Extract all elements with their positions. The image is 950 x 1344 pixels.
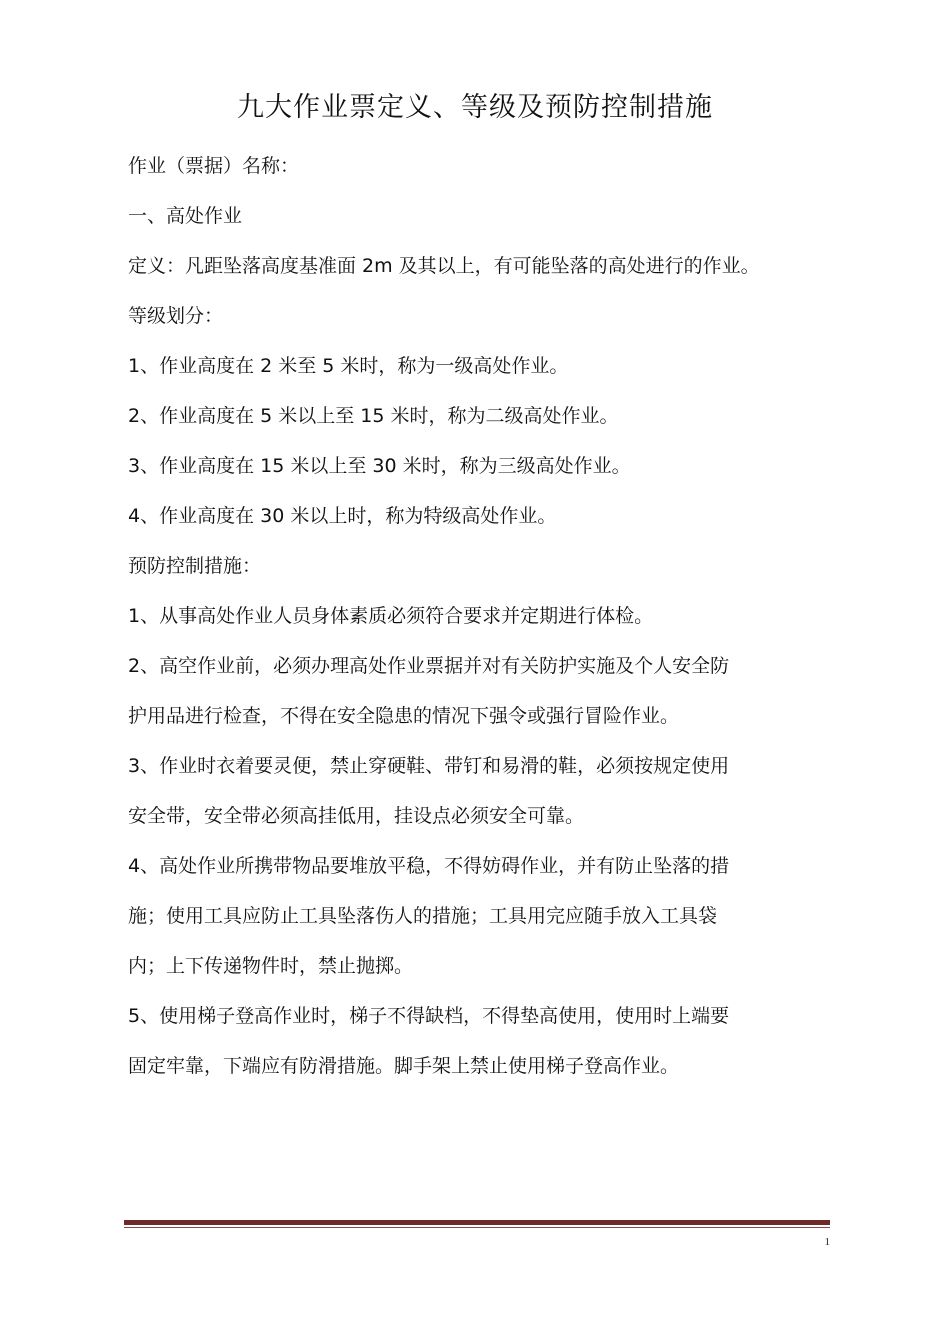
document-title: 九大作业票定义、等级及预防控制措施	[237, 92, 713, 123]
grade-item: 4、作业高度在 30 米以上时，称为特级高处作业。	[128, 505, 557, 527]
measure-item: 1、从事高处作业人员身体素质必须符合要求并定期进行体检。	[128, 605, 654, 627]
grade-item: 2、作业高度在 5 米以上至 15 米时，称为二级高处作业。	[128, 405, 619, 427]
ticket-name-label: 作业（票据）名称：	[128, 155, 300, 177]
measure-item-continued: 施；使用工具应防止工具坠落伤人的措施；工具用完应随手放入工具袋	[128, 905, 718, 927]
document-body	[128, 141, 833, 1091]
measures-heading: 预防控制措施：	[128, 555, 262, 577]
measure-item: 3、作业时衣着要灵便，禁止穿硬鞋、带钉和易滑的鞋，必须按规定使用	[128, 755, 730, 777]
measure-item-continued: 护用品进行检查，不得在安全隐患的情况下强令或强行冒险作业。	[128, 705, 680, 727]
measure-item-continued: 安全带，安全带必须高挂低用，挂设点必须安全可靠。	[128, 805, 585, 827]
measure-item-continued: 固定牢靠，下端应有防滑措施。脚手架上禁止使用梯子登高作业。	[128, 1055, 680, 1077]
grade-heading: 等级划分：	[128, 305, 224, 327]
grade-item: 3、作业高度在 15 米以上至 30 米时，称为三级高处作业。	[128, 455, 631, 477]
grade-item: 1、作业高度在 2 米至 5 米时，称为一级高处作业。	[128, 355, 569, 377]
footer-divider-thin	[124, 1227, 830, 1228]
measure-item: 5、使用梯子登高作业时，梯子不得缺档，不得垫高使用，使用时上端要	[128, 1005, 730, 1027]
footer-divider-thick	[124, 1220, 830, 1225]
measure-item-continued: 内；上下传递物件时，禁止抛掷。	[128, 955, 414, 977]
footer-divider	[124, 1220, 830, 1228]
definition-paragraph: 定义：凡距坠落高度基准面 2m 及其以上，有可能坠落的高处进行的作业。	[128, 255, 760, 277]
page-number: 1	[824, 1236, 830, 1248]
measure-item: 4、高处作业所携带物品要堆放平稳，不得妨碍作业，并有防止坠落的措	[128, 855, 730, 877]
measure-item: 2、高空作业前，必须办理高处作业票据并对有关防护实施及个人安全防	[128, 655, 730, 677]
section-heading: 一、高处作业	[128, 205, 243, 227]
